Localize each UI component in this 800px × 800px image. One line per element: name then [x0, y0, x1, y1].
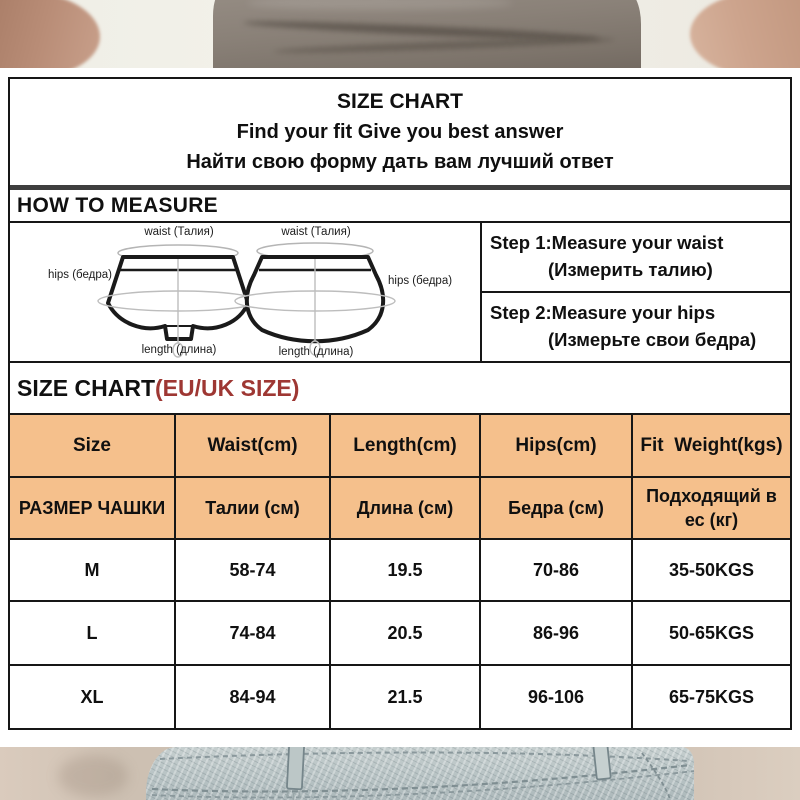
table-row-xl — [10, 665, 790, 728]
length-label-back: length (длина) — [278, 346, 354, 358]
size-chart-heading — [10, 363, 790, 415]
step-2 — [482, 293, 790, 361]
size-table — [10, 415, 790, 728]
hips-label-back: hips (бедра) — [388, 275, 453, 287]
tank-top-torso — [213, 0, 641, 68]
step-2-text-en: Step 2:Measure your hips — [490, 302, 716, 323]
size-chart-heading-red: (EU/UK SIZE) — [155, 375, 300, 401]
cell-hips: 70-86 — [480, 539, 632, 601]
header-size-ru: РАЗМЕР ЧАШКИ — [10, 477, 175, 539]
right-arm — [690, 0, 800, 68]
header-waist: Waist(cm) — [175, 415, 330, 477]
cell-weight: 65-75KGS — [632, 665, 790, 728]
jeans-photo-bottom — [0, 747, 800, 800]
measure-section — [10, 223, 790, 363]
step-1 — [482, 223, 790, 293]
cell-length: 21.5 — [330, 665, 480, 728]
hips-label-front: hips (бедра) — [47, 269, 112, 281]
header-size: Size — [10, 415, 175, 477]
left-arm — [0, 0, 100, 68]
header-waist-ru: Талии (см) — [175, 477, 330, 539]
cell-hips: 86-96 — [480, 601, 632, 665]
size-chart-panel — [8, 77, 792, 730]
table-row-m — [10, 539, 790, 601]
cell-size: XL — [10, 665, 175, 728]
fabric-fold — [273, 36, 615, 55]
step-1-text-ru: (Измерить талию) — [548, 259, 713, 280]
measure-diagrams — [10, 223, 480, 361]
length-label-front: length (длина) — [141, 344, 217, 356]
table-header-en — [10, 415, 790, 477]
cell-size: M — [10, 539, 175, 601]
table-row-l — [10, 601, 790, 665]
cell-waist: 58-74 — [175, 539, 330, 601]
header-length: Length(cm) — [330, 415, 480, 477]
how-to-measure-heading: HOW TO MEASURE — [10, 190, 790, 223]
intro-section — [10, 79, 790, 185]
cell-weight: 35-50KGS — [632, 539, 790, 601]
underwear-diagram-graphic — [10, 223, 480, 361]
cell-hips: 96-106 — [480, 665, 632, 728]
cell-weight: 50-65KGS — [632, 601, 790, 665]
cell-length: 19.5 — [330, 539, 480, 601]
step-2-text-ru: (Измерьте свои бедра) — [548, 329, 757, 350]
waist-label-back: waist (Талия) — [281, 226, 351, 238]
header-weight-ru: Подходящий в ес (кг) — [632, 477, 790, 539]
intro-subtitle-ru: Найти свою форму дать вам лучший ответ — [186, 151, 614, 173]
intro-subtitle-en: Find your fit Give you best answer — [236, 121, 564, 143]
step-1-text-en: Step 1:Measure your waist — [490, 232, 724, 253]
header-weight: Fit Weight(kgs) — [632, 415, 790, 477]
cell-length: 20.5 — [330, 601, 480, 665]
cell-waist: 84-94 — [175, 665, 330, 728]
header-hips-ru: Бедра (см) — [480, 477, 632, 539]
measure-steps — [480, 223, 790, 361]
cell-size: L — [10, 601, 175, 665]
fabric-highlight — [247, 0, 512, 10]
size-chart-heading-black: SIZE CHART — [17, 375, 155, 401]
waist-label-front: waist (Талия) — [144, 226, 214, 238]
header-hips: Hips(cm) — [480, 415, 632, 477]
jeans-seams-graphic — [0, 747, 800, 800]
table-header-ru — [10, 477, 790, 539]
page-title: SIZE CHART — [337, 90, 463, 113]
cell-waist: 74-84 — [175, 601, 330, 665]
header-length-ru: Длина (см) — [330, 477, 480, 539]
model-photo-top — [0, 0, 800, 68]
